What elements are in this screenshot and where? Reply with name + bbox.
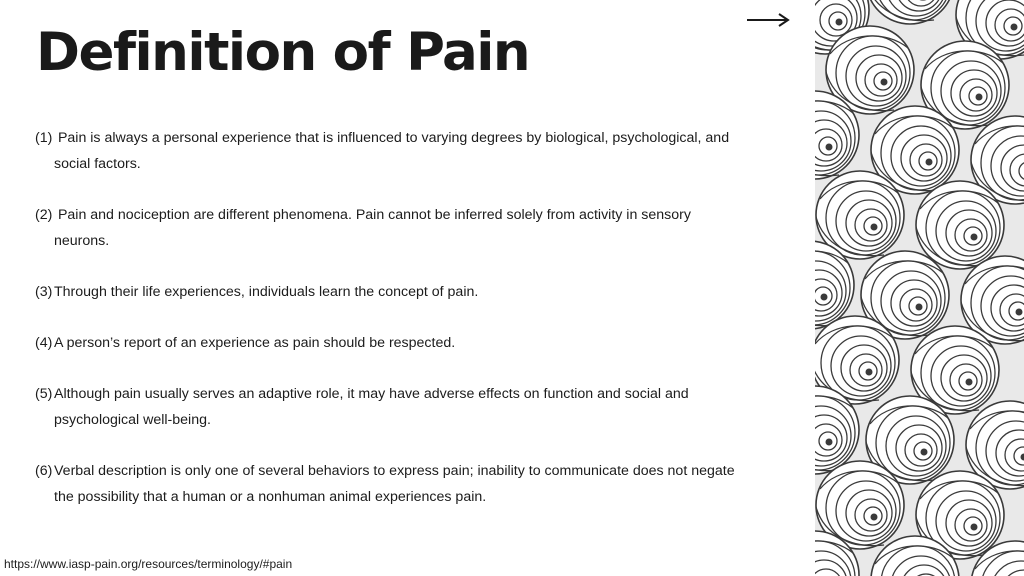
source-link[interactable]: https://www.iasp-pain.org/resources/terminology/#pain xyxy=(4,557,293,571)
item-text: Pain is always a personal experience that is influenced to varying degrees by biological, psychological, and xyxy=(54,130,730,146)
item-number: (3) xyxy=(35,284,53,300)
definition-item-3 xyxy=(35,280,795,306)
item-number: (4) xyxy=(35,335,53,351)
item-text-continued: neurons. xyxy=(54,232,110,249)
item-text: Pain and nociception are different phenomena. Pain cannot be inferred solely from activity in sensory xyxy=(54,207,691,223)
item-text-continued: psychological well-being. xyxy=(54,411,211,428)
item-number: (2) xyxy=(35,207,53,223)
definition-item-5 xyxy=(35,382,795,433)
item-text: Although pain usually serves an adaptive role, it may have adverse effects on function and social and xyxy=(54,386,689,402)
definition-item-4 xyxy=(35,331,795,357)
wave-pattern-image xyxy=(815,0,1024,576)
item-text: Verbal description is only one of several behaviors to express pain; inability to communicate does not negate xyxy=(54,463,735,479)
definition-item-2 xyxy=(35,203,795,254)
item-number: (5) xyxy=(35,386,53,402)
item-number: (1) xyxy=(35,130,53,146)
slide-title: Definition of Pain xyxy=(36,22,530,83)
right-arrow-icon[interactable] xyxy=(746,11,790,29)
item-text-continued: social factors. xyxy=(54,155,141,172)
definition-item-6 xyxy=(35,459,795,510)
definition-item-1 xyxy=(35,126,795,177)
item-number: (6) xyxy=(35,463,53,479)
item-text-continued: the possibility that a human or a nonhuman animal experiences pain. xyxy=(54,488,487,505)
item-text: A person’s report of an experience as pain should be respected. xyxy=(54,335,456,351)
item-text: Through their life experiences, individuals learn the concept of pain. xyxy=(54,284,479,300)
